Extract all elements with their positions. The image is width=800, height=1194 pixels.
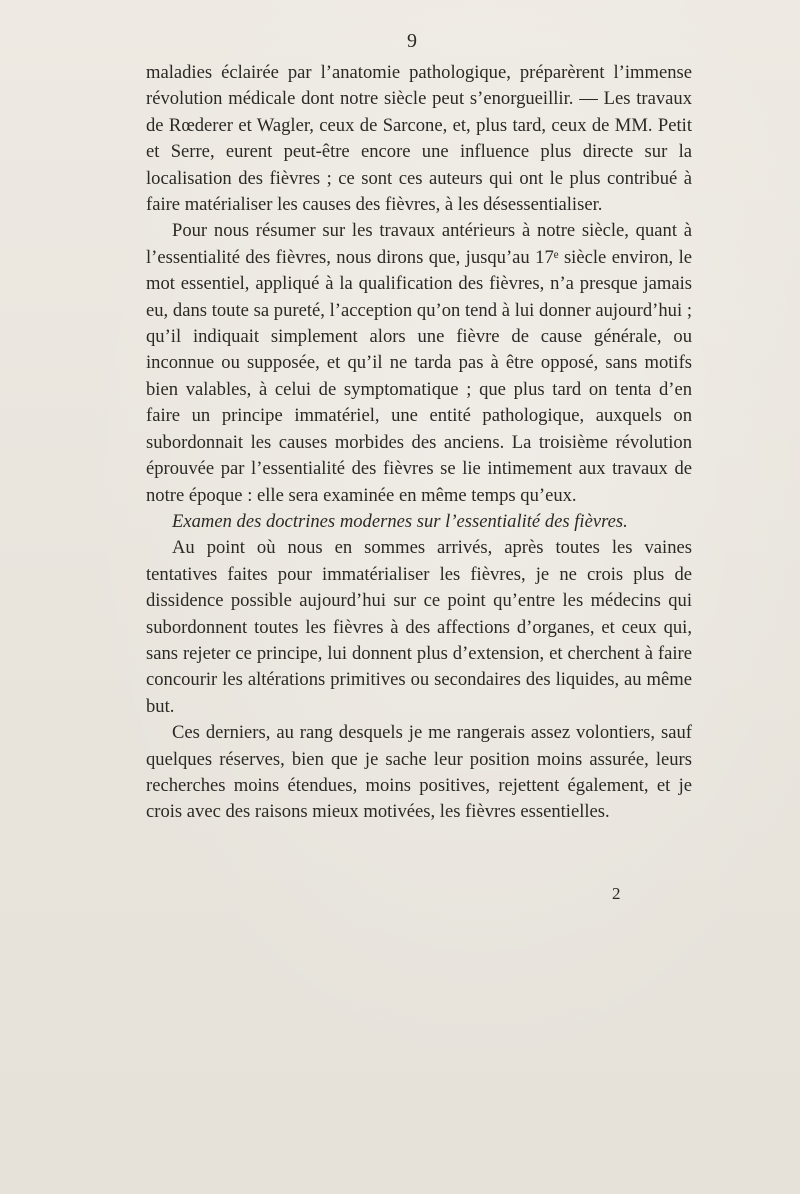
paragraph-4: Ces derniers, au rang desquels je me rangerais assez volontiers, sauf quelques réserves, bien que je sache leur position moins assurée, leurs recherches moins étendues, moins positives, rejettent également, et je crois avec des raisons mieux motivées, les fièvres essentielles.: [146, 722, 692, 823]
paragraph-1: maladies éclairée par l’anatomie pathologique, préparèrent l’immense révolution médicale dont notre siècle peut s’enorgueillir. — Les travaux de Rœderer et Wagler, ceux de Sarcone, et, plus tard, ceux de MM. Petit et Serre, eurent peut-être encore une influence plus directe sur la localisation des fièvres ; ce sont ces auteurs qui ont le plus contribué à faire matérialiser les causes des fièvres, à les désessentialiser.: [146, 62, 692, 216]
section-heading: Examen des doctrines modernes sur l’essentialité des fièvres.: [172, 510, 628, 532]
body-text: [146, 60, 692, 826]
paragraph-2: Pour nous résumer sur les travaux antérieurs à notre siècle, quant à l’essentialité des fièvres, nous dirons que, jusqu’au 17ᵉ siècle environ, le mot essentiel, appliqué à la qualification des fièvres, n’a presque jamais eu, dans toute sa pureté, l’acception qu’on tend à lui donner aujourd’hui ; qu’il indiquait simplement alors une fièvre de cause générale, ou inconnue ou supposée, et qu’il ne tarda pas à être opposé, sans motifs bien valables, à celui de symptomatique ; que plus tard on tenta d’en faire un principe immatériel, une entité pathologique, auxquels on subordonnait les causes morbides des anciens. La troisième révolution éprouvée par l’essentialité des fièvres se lie intimement aux travaux de notre époque : elle sera examinée en même temps qu’eux.: [146, 220, 692, 506]
signature-mark: 2: [612, 884, 621, 903]
page-number: 9: [407, 30, 417, 52]
paragraph-3: Au point où nous en sommes arrivés, après toutes les vaines tentatives faites pour immatérialiser les fièvres, je ne crois plus de dissidence possible aujourd’hui sur ce point qu’entre les médecins qui subordonnent toutes les fièvres à des affections d’organes, et ceux qui, sans rejeter ce principe, lui donnent plus d’extension, et cherchent à faire concourir les altérations primitives ou secondaires des liquides, au même but.: [146, 537, 692, 717]
